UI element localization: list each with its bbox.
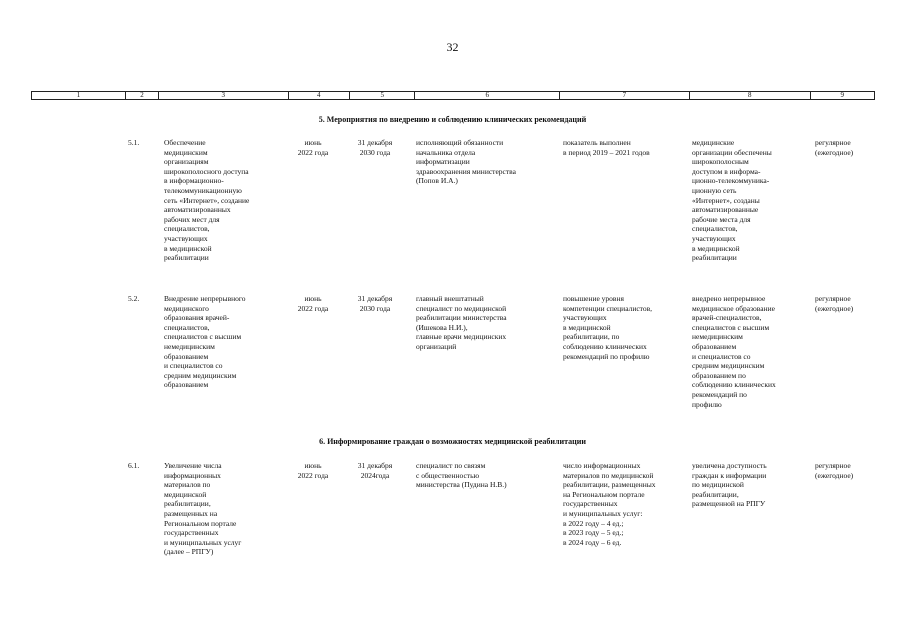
end-date: 31 декабря 2030 года bbox=[357, 294, 393, 313]
start-date: июнь 2022 года bbox=[297, 138, 329, 157]
column-number-cell: 7 bbox=[560, 92, 690, 99]
event-name: Обеспечение медицинским организациям широкополосного доступа в информационно- телекоммуникационную сеть «Интернет», создание автоматизированных рабочих мест для специалистов, участвующих в медицинской реабилитации bbox=[164, 138, 250, 263]
indicator: число информационных материалов по медицинской реабилитации, размещенных на Региональном портале государственных и муниципальных услуг: в 2022 году – 4 ед.; в 2023 году – 5 ед.; в 2024 году – 6 ед. bbox=[563, 461, 656, 547]
column-number-cell: 5 bbox=[350, 92, 415, 99]
indicator: повышение уровня компетенции специалистов, участвующих в медицинской реабилитации, по соблюдению клинических рекомендаций по профилю bbox=[563, 294, 653, 361]
row-number: 5.2. bbox=[128, 294, 140, 303]
column-number-row bbox=[31, 91, 875, 100]
control-type: регулярное (ежегодное) bbox=[815, 461, 854, 480]
responsible-person: исполняющий обязанности начальника отдела информатизации здравоохранения министерства (Попов И.А.) bbox=[416, 138, 516, 186]
column-number-cell: 9 bbox=[840, 91, 845, 99]
column-number-cell: 8 bbox=[690, 92, 811, 99]
responsible-person: главный внештатный специалист по медицинской реабилитации министерства (Ишекова Н.И.), главные врачи медицинских организаций bbox=[416, 294, 507, 351]
event-name: Увеличение числа информационных материалов по медицинской реабилитации, размещенных на Региональном портале государственных и муниципальных услуг (далее – РПГУ) bbox=[164, 461, 242, 557]
section-title: 5. Мероприятия по внедрению и соблюдению клинических рекомендаций bbox=[318, 115, 587, 124]
section-title: 6. Информирование граждан о возможностях медицинской реабилитации bbox=[319, 437, 586, 446]
column-number-cell: 2 bbox=[126, 92, 159, 99]
responsible-person: специалист по связям с общественностью министерства (Пудина Н.В.) bbox=[416, 461, 507, 490]
column-number-cell: 3 bbox=[159, 92, 289, 99]
expected-result: увеличена доступность граждан к информации по медицинской реабилитации, размещенной на РПГУ bbox=[692, 461, 767, 509]
column-number-cell: 1 bbox=[32, 92, 126, 99]
column-number-cell: 6 bbox=[415, 92, 560, 99]
column-number-cell: 4 bbox=[289, 92, 350, 99]
end-date: 31 декабря 2024года bbox=[357, 461, 393, 480]
page-number: 32 bbox=[446, 40, 459, 54]
end-date: 31 декабря 2030 года bbox=[357, 138, 393, 157]
start-date: июнь 2022 года bbox=[297, 461, 329, 480]
expected-result: медицинские организации обеспечены широкополосным доступом в информа- ционно-телекоммуника- ционную сеть «Интернет», созданы автоматизированные рабочие места для специалистов, участвующих в медицинской реабилитации bbox=[692, 138, 772, 263]
row-number: 5.1. bbox=[128, 138, 140, 147]
control-type: регулярное (ежегодное) bbox=[815, 294, 854, 313]
indicator: показатель выполнен в период 2019 – 2021 годов bbox=[563, 138, 650, 157]
event-name: Внедрение непрерывного медицинского образования врачей- специалистов, специалистов с высшим немедицинским образованием и специалистов со средним медицинским образованием bbox=[164, 294, 246, 390]
expected-result: внедрено непрерывное медицинское образование врачей-специалистов, специалистов с высшим немедицинским образованием и специалистов со средним медицинским образованием по соблюдению клинических рекомендаций по профилю bbox=[692, 294, 776, 409]
row-number: 6.1. bbox=[128, 461, 140, 470]
start-date: июнь 2022 года bbox=[297, 294, 329, 313]
control-type: регулярное (ежегодное) bbox=[815, 138, 854, 157]
